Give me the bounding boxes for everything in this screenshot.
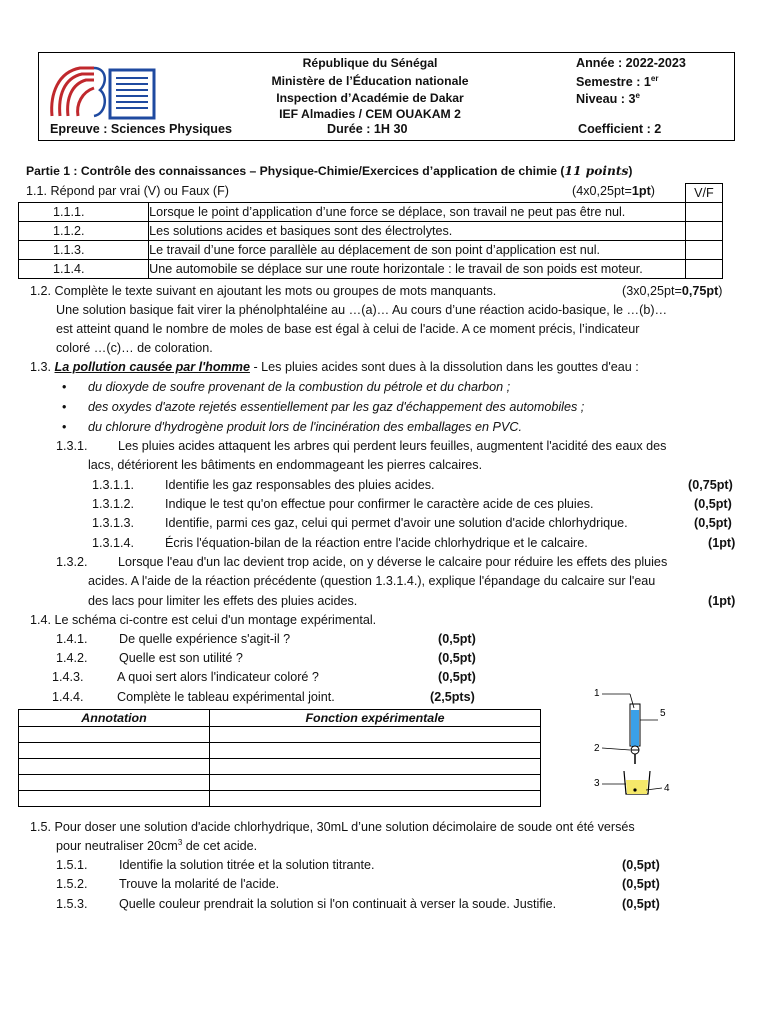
table-row bbox=[19, 727, 541, 743]
burette-liquid bbox=[631, 710, 639, 746]
sub-number: 1.3.1.1. bbox=[92, 478, 135, 492]
partie1-title: Partie 1 : Contrôle des connaissances – Physique-Chimie/Exercices d’application de chimie (11 points) bbox=[26, 164, 633, 178]
item-number: 1.5.1. bbox=[56, 858, 88, 872]
q12-label: 1.2. Complète le texte suivant en ajoutant les mots ou groupes de mots manquants. bbox=[30, 284, 497, 298]
item-number: 1.1.3. bbox=[19, 241, 149, 260]
vf-header: V/F bbox=[685, 184, 722, 203]
vf-answer-cell[interactable] bbox=[685, 260, 722, 279]
sub-number: 1.3.1.2. bbox=[92, 497, 135, 511]
sub-text: Identifie, parmi ces gaz, celui qui permet d'avoir une solution d'acide chlorhydrique. bbox=[165, 516, 628, 530]
epreuve-label: Epreuve : Sciences Physiques bbox=[50, 122, 232, 136]
table-row bbox=[19, 203, 723, 222]
annotation-header: Annotation bbox=[19, 710, 210, 727]
item-number: 1.5.3. bbox=[56, 897, 88, 911]
item-points: (0,5pt) bbox=[438, 632, 476, 646]
q131-text: Les pluies acides attaquent les arbres qui perdent leurs feuilles, augmentent l'acidité des eaux des bbox=[118, 439, 667, 453]
item-text: Le travail d’une force parallèle au déplacement de son point d’application est nul. bbox=[149, 241, 686, 260]
table-row bbox=[19, 222, 723, 241]
item-points: (0,5pt) bbox=[438, 670, 476, 684]
q12-text-line: Une solution basique fait virer la phénolphtaléine au …(a)… Au cours d’une réaction acido-basique, le …(b)… bbox=[56, 303, 668, 317]
sub-points: (0,5pt) bbox=[694, 497, 732, 511]
table-row bbox=[19, 775, 541, 791]
item-number: 1.1.4. bbox=[19, 260, 149, 279]
item-text: Identifie la solution titrée et la solution titrante. bbox=[119, 858, 375, 872]
sub-number: 1.3.1.3. bbox=[92, 516, 135, 530]
bullet-item: • du chlorure d'hydrogène produit lors de l'incinération des emballages en PVC. bbox=[88, 420, 522, 434]
coefficient-label: Coefficient : 2 bbox=[578, 122, 662, 136]
q12-text-line: est atteint quand le nombre de moles de base est égal à celui de l'acide. A ce moment précis, l’indicateur bbox=[56, 322, 640, 336]
sub-text: Identifie les gaz responsables des pluies acides. bbox=[165, 478, 435, 492]
table-row bbox=[19, 743, 541, 759]
vf-answer-cell[interactable] bbox=[685, 222, 722, 241]
item-text: Quelle couleur prendrait la solution si l'on continuait à verser la soude. Justifie. bbox=[119, 897, 557, 911]
table-header-row bbox=[19, 710, 541, 727]
item-text: A quoi sert alors l'indicateur coloré ? bbox=[117, 670, 319, 684]
stir-bar bbox=[633, 788, 636, 791]
item-number: 1.4.2. bbox=[56, 651, 88, 665]
bullet-item: • des oxydes d'azote rejetés essentiellement par les gaz d'échappement des automobiles ; bbox=[88, 400, 584, 414]
table-row bbox=[19, 759, 541, 775]
sub-text: Indique le test qu'on effectue pour confirmer le caractère acide de ces pluies. bbox=[165, 497, 594, 511]
q132-number: 1.3.2. bbox=[56, 555, 88, 569]
fonction-cell[interactable] bbox=[210, 743, 541, 759]
fonction-cell[interactable] bbox=[210, 759, 541, 775]
titration-diagram bbox=[586, 680, 686, 800]
item-points: (0,5pt) bbox=[622, 858, 660, 872]
fonction-cell[interactable] bbox=[210, 775, 541, 791]
fonction-cell[interactable] bbox=[210, 791, 541, 807]
item-number: 1.4.4. bbox=[52, 690, 84, 704]
q13-heading: 1.3. La pollution causée par l'homme - Les pluies acides sont dues à la dissolution dans les gouttes d'eau : bbox=[30, 360, 639, 374]
q12-points: (3x0,25pt=0,75pt) bbox=[622, 284, 723, 298]
diagram-label: 3 bbox=[594, 778, 600, 789]
item-number: 1.5.2. bbox=[56, 877, 88, 891]
q11-points: (4x0,25pt=1pt) bbox=[572, 184, 655, 198]
inspection-title: Inspection d’Académie de Dakar bbox=[276, 91, 464, 105]
fonction-header: Fonction expérimentale bbox=[210, 710, 541, 727]
q11-label: 1.1. Répond par vrai (V) ou Faux (F) bbox=[26, 184, 229, 198]
bullet-item: • du dioxyde de soufre provenant de la combustion du pétrole et du charbon ; bbox=[88, 380, 510, 394]
republic-title: République du Sénégal bbox=[302, 56, 438, 70]
annotation-cell[interactable] bbox=[19, 727, 210, 743]
annotation-cell[interactable] bbox=[19, 791, 210, 807]
fonction-cell[interactable] bbox=[210, 727, 541, 743]
q131-number: 1.3.1. bbox=[56, 439, 88, 453]
vf-answer-cell[interactable] bbox=[685, 203, 722, 222]
diagram-label: 5 bbox=[660, 708, 666, 719]
table-row bbox=[19, 260, 723, 279]
item-text: De quelle expérience s'agit-il ? bbox=[119, 632, 291, 646]
semestre-label: Semestre : 1er bbox=[576, 74, 659, 90]
q132-text: des lacs pour limiter les effets des pluies acides. bbox=[88, 594, 358, 608]
item-number: 1.1.2. bbox=[19, 222, 149, 241]
q15-text: 1.5. Pour doser une solution d'acide chlorhydrique, 30mL d’une solution décimolaire de soude ont été versés bbox=[30, 820, 635, 834]
q132-text: Lorsque l'eau d'un lac devient trop acide, on y déverse le calcaire pour réduire les effets des pluies bbox=[118, 555, 668, 569]
sub-points: (0,5pt) bbox=[694, 516, 732, 530]
table-row bbox=[19, 791, 541, 807]
q14-label: 1.4. Le schéma ci-contre est celui d'un montage expérimental. bbox=[30, 613, 377, 627]
duree-label: Durée : 1H 30 bbox=[327, 122, 408, 136]
item-text: Une automobile se déplace sur une route horizontale : le travail de son poids est moteur. bbox=[149, 260, 686, 279]
vf-table bbox=[18, 183, 723, 279]
item-text: Les solutions acides et basiques sont des électrolytes. bbox=[149, 222, 686, 241]
item-text: Lorsque le point d’application d’une force se déplace, son travail ne peut pas être nul. bbox=[149, 203, 686, 222]
ministry-title: Ministère de l’Éducation nationale bbox=[271, 74, 469, 88]
item-points: (0,5pt) bbox=[622, 877, 660, 891]
table-row bbox=[19, 241, 723, 260]
annotation-cell[interactable] bbox=[19, 743, 210, 759]
q131-text: lacs, détériorent les bâtiments en endommageant les pierres calcaires. bbox=[88, 458, 483, 472]
vf-header-row bbox=[19, 184, 723, 203]
sub-points: (0,75pt) bbox=[688, 478, 733, 492]
niveau-label: Niveau : 3e bbox=[576, 91, 640, 107]
annee-label: Année : 2022-2023 bbox=[576, 56, 686, 70]
item-text: Quelle est son utilité ? bbox=[119, 651, 243, 665]
item-number: 1.1.1. bbox=[19, 203, 149, 222]
annotation-cell[interactable] bbox=[19, 759, 210, 775]
beaker-solution bbox=[626, 780, 648, 794]
sub-number: 1.3.1.4. bbox=[92, 536, 135, 550]
diagram-label: 1 bbox=[594, 688, 600, 699]
item-text: Trouve la molarité de l'acide. bbox=[119, 877, 280, 891]
q12-text-line: coloré …(c)… de coloration. bbox=[56, 341, 213, 355]
q132-points: (1pt) bbox=[708, 594, 736, 608]
item-points: (0,5pt) bbox=[438, 651, 476, 665]
item-number: 1.4.1. bbox=[56, 632, 88, 646]
item-text: Complète le tableau expérimental joint. bbox=[117, 690, 335, 704]
sub-text: Écris l'équation-bilan de la réaction entre l'acide chlorhydrique et le calcaire. bbox=[165, 536, 588, 550]
q15-text: pour neutraliser $20cm^3$ de cet acide. bbox=[56, 838, 258, 854]
diagram-label: 2 bbox=[594, 743, 600, 754]
sub-points: (1pt) bbox=[708, 536, 736, 550]
item-points: (2,5pts) bbox=[430, 690, 475, 704]
ministry-logo bbox=[48, 64, 158, 122]
experiment-table bbox=[18, 709, 541, 807]
diagram-label: 4 bbox=[664, 783, 670, 794]
item-points: (0,5pt) bbox=[622, 897, 660, 911]
ief-title: IEF Almadies / CEM OUAKAM 2 bbox=[279, 107, 461, 121]
q132-text: acides. A l'aide de la réaction précédente (question 1.3.1.4.), explique l'épandage du calcaire sur l'eau bbox=[88, 574, 656, 588]
vf-answer-cell[interactable] bbox=[685, 241, 722, 260]
annotation-cell[interactable] bbox=[19, 775, 210, 791]
item-number: 1.4.3. bbox=[52, 670, 84, 684]
